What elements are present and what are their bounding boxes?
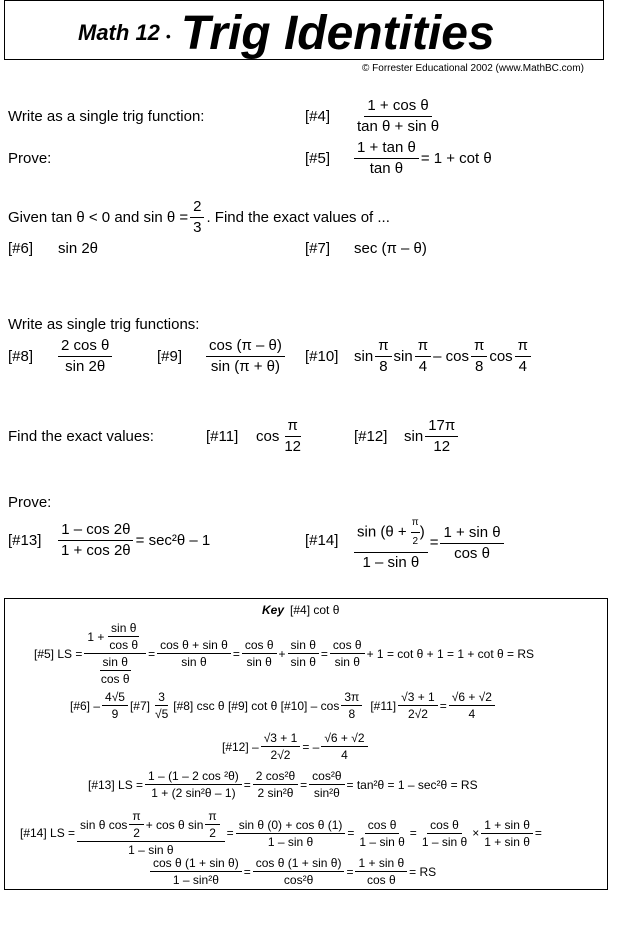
q8-expression	[56, 337, 114, 376]
q10-expression	[354, 337, 533, 376]
a14-eq3: =	[409, 826, 417, 840]
a5-plus: +	[278, 646, 286, 661]
q14-lhs-n-a: sin (θ +	[357, 523, 407, 541]
a5-top-cos: cos θ	[109, 638, 139, 652]
a13-f3n: cos²θ	[309, 769, 344, 785]
q12-denominator: 12	[433, 438, 451, 455]
a5-eq1: =	[148, 646, 156, 661]
q9-expression	[204, 337, 287, 376]
a14-eq2: =	[347, 826, 355, 840]
q14-lhs-pi: π	[411, 514, 420, 533]
q12-fn: sin	[404, 427, 424, 445]
q5-rhs: = 1 + cot θ	[420, 149, 492, 167]
a6-num: 4√5	[102, 690, 128, 706]
q10-pi-b: π	[415, 337, 431, 357]
a5-complex-numerator	[84, 621, 146, 654]
q13-rhs: = sec²θ – 1	[135, 531, 211, 549]
q4-instruction: Write as a single trig function:	[8, 108, 205, 125]
q12-expression	[404, 417, 460, 456]
a11-num: √3 + 1	[398, 690, 438, 706]
q10-pi-c: π	[471, 337, 487, 357]
copyright: © Forrester Educational 2002 (www.MathBC.com)	[362, 63, 584, 74]
a11-label: [#11]	[370, 698, 397, 713]
a13-f1n: 1 – (1 – 2 cos ²θ)	[145, 769, 242, 785]
given-frac-denominator: 3	[193, 219, 202, 236]
a6-den: 9	[111, 707, 119, 721]
q10-d4-b: 4	[518, 358, 527, 375]
q6-expression: sin 2θ	[58, 240, 99, 257]
a5-f5d: sin θ	[334, 655, 360, 669]
prove2-instruction: Prove:	[8, 494, 52, 511]
a6-label: [#6] –	[70, 698, 101, 713]
q9-numerator: cos (π – θ)	[206, 337, 285, 357]
given-statement	[8, 198, 390, 237]
a5-bot-cos: cos θ	[100, 672, 130, 686]
q13-numerator: 1 – cos 2θ	[58, 521, 133, 541]
a14-f1-numerator	[77, 809, 225, 842]
a5-f4d: sin θ	[290, 655, 316, 669]
a5-f5n: cos θ	[330, 638, 365, 654]
a5-f4n: sin θ	[288, 638, 319, 654]
given-text: Given tan θ < 0 and sin θ =	[8, 208, 189, 226]
a11-den2: 4	[468, 707, 476, 721]
key-label: Key	[262, 603, 285, 617]
q8-numerator: 2 cos θ	[58, 337, 112, 357]
a14-f1n-b: + cos θ sin	[145, 817, 204, 832]
a14-f1d: 1 – sin θ	[128, 843, 174, 857]
a13-f2d: 2 sin²θ	[257, 786, 294, 800]
q10-pi-d: π	[515, 337, 531, 357]
q7-expression: sec (π – θ)	[354, 240, 427, 257]
a14-two-a: 2	[133, 826, 140, 840]
a14-f5d: 1 + sin θ	[484, 834, 530, 849]
q11-fn: cos	[256, 427, 280, 445]
a7-label: [#7]	[129, 698, 150, 713]
a11-den: 2√2	[407, 707, 428, 721]
a14-f1n-a: sin θ cos	[80, 817, 128, 832]
bullet-icon: •	[165, 28, 171, 44]
q10-d8-b: 8	[474, 358, 484, 375]
q10-cos: cos	[489, 347, 513, 365]
given-frac-numerator: 2	[190, 198, 204, 218]
a12-label: [#12] –	[222, 739, 259, 754]
key-a14-line1	[20, 809, 542, 857]
key-a13	[88, 769, 478, 800]
a14-g1d: 1 – sin²θ	[172, 873, 219, 887]
a12-num2: √6 + √2	[321, 731, 367, 747]
key-a5	[34, 621, 534, 686]
q10-minus-cos: – cos	[433, 347, 469, 365]
q10-number: [#10]	[305, 348, 339, 365]
q10-pi-a: π	[375, 337, 391, 357]
a14-pi-b: π	[205, 809, 219, 825]
q4-number: [#4]	[305, 108, 331, 125]
a14-label: [#14] LS =	[20, 826, 76, 840]
q10-d4-a: 4	[418, 358, 428, 375]
q14-rhs-denominator: cos θ	[454, 544, 490, 562]
a14-eq6: =	[346, 864, 354, 879]
a14-g3d: cos θ	[366, 873, 396, 887]
q14-expression	[352, 514, 506, 572]
given-tail: . Find the exact values of ...	[206, 208, 390, 226]
a14-eq4: =	[534, 826, 542, 840]
q10-sin-b: sin	[393, 347, 413, 365]
a13-label: [#13] LS =	[88, 777, 144, 792]
q11-numerator: π	[285, 417, 301, 437]
course-label: Math 12	[78, 20, 160, 45]
a13-eq2: =	[300, 777, 308, 792]
q13-denominator: 1 + cos 2θ	[61, 542, 131, 559]
a12-num: √3 + 1	[261, 731, 301, 747]
q12-number: [#12]	[354, 428, 388, 445]
q13-number: [#13]	[8, 532, 42, 549]
exact-instruction: Find the exact values:	[8, 428, 154, 445]
q14-equals: =	[429, 534, 439, 551]
a5-top1: 1 +	[87, 629, 105, 644]
q11-denominator: 12	[284, 438, 302, 455]
a12-eq: = –	[302, 739, 320, 754]
a14-pi-a: π	[129, 809, 143, 825]
q7-number: [#7]	[305, 240, 331, 257]
a13-f1d: 1 + (2 sin²θ – 1)	[151, 786, 236, 800]
q8-denominator: sin 2θ	[65, 358, 106, 375]
q9-number: [#9]	[157, 348, 183, 365]
a12-den: 2√2	[270, 748, 291, 762]
a14-f2n: sin θ (0) + cos θ (1)	[236, 818, 346, 834]
a5-f2d: sin θ	[181, 655, 207, 669]
a14-f5n: 1 + sin θ	[481, 818, 533, 834]
key-a14-line2	[148, 856, 436, 887]
a14-times: ×	[472, 826, 480, 840]
q4-numerator: 1 + cos θ	[364, 97, 431, 117]
a8-a10-label: [#8] csc θ [#9] cot θ [#10] – cos	[173, 698, 340, 713]
a13-f3d: sin²θ	[313, 786, 340, 800]
q12-numerator: 17π	[425, 417, 458, 437]
a13-tail: = tan²θ = 1 – sec²θ = RS	[346, 777, 478, 792]
q11-number: [#11]	[206, 428, 239, 445]
a14-eq5: =	[243, 864, 251, 879]
q9-denominator: sin (π + θ)	[210, 358, 280, 375]
q14-lhs-n-b: )	[419, 523, 425, 541]
q14-lhs-2: 2	[412, 536, 419, 547]
a5-eq2: =	[232, 646, 240, 661]
a14-f4d: 1 – sin θ	[421, 834, 468, 849]
key-a6-a11	[70, 690, 497, 721]
a14-g1n: cos θ (1 + sin θ)	[150, 856, 242, 872]
q13-expression	[56, 521, 210, 560]
a5-bot-sin: sin θ	[100, 655, 131, 671]
q10-d8-a: 8	[379, 358, 388, 375]
q5-denominator: tan θ	[369, 160, 404, 177]
a14-g3n: 1 + sin θ	[355, 856, 407, 872]
a5-f2n: cos θ + sin θ	[157, 638, 231, 654]
q5-expression	[352, 139, 492, 178]
q4-denominator: tan θ + sin θ	[357, 118, 440, 135]
a14-f4n: cos θ	[427, 818, 462, 834]
a5-eq3: =	[320, 646, 328, 661]
q14-rhs-numerator: 1 + sin θ	[440, 524, 503, 544]
a14-f3n: cos θ	[365, 818, 400, 834]
a11-eq: =	[439, 698, 447, 713]
q14-lhs-denominator: 1 – sin θ	[362, 554, 420, 571]
a14-g2n: cos θ (1 + sin θ)	[253, 856, 345, 872]
q11-expression	[256, 417, 306, 456]
a14-tail: = RS	[409, 864, 437, 879]
a14-f2d: 1 – sin θ	[267, 834, 314, 849]
a13-f2n: 2 cos²θ	[253, 769, 298, 785]
q14-lhs-numerator	[354, 514, 428, 553]
a14-g2d: cos²θ	[283, 873, 314, 887]
a11-num2: √6 + √2	[449, 690, 495, 706]
a13-eq1: =	[243, 777, 251, 792]
a10-num: 3π	[341, 690, 362, 706]
a5-tail: + 1 = cot θ + 1 = 1 + cot θ = RS	[366, 646, 535, 661]
q14-number: [#14]	[305, 532, 339, 549]
a5-f3d: sin θ	[246, 655, 272, 669]
a5-lead: [#5] LS =	[34, 646, 83, 661]
a7-den: √5	[154, 707, 169, 721]
a14-f3d: 1 – sin θ	[359, 834, 405, 849]
q5-instruction: Prove:	[8, 150, 52, 167]
page-title	[78, 6, 495, 60]
key-a4: [#4] cot θ	[290, 603, 340, 617]
a10-den: 8	[348, 707, 356, 721]
key-a12	[222, 731, 370, 762]
a14-eq1: =	[226, 826, 234, 840]
q10-sin-a: sin	[354, 347, 374, 365]
q5-number: [#5]	[305, 150, 331, 167]
title-text: Trig Identities	[180, 6, 495, 60]
a5-f3n: cos θ	[242, 638, 277, 654]
single-instruction: Write as single trig functions:	[8, 316, 200, 333]
a12-den2: 4	[341, 748, 348, 762]
q5-numerator: 1 + tan θ	[354, 139, 419, 159]
a7-num: 3	[155, 690, 168, 706]
a14-two-b: 2	[209, 826, 216, 840]
key-header	[262, 603, 339, 617]
q8-number: [#8]	[8, 348, 34, 365]
q6-number: [#6]	[8, 240, 34, 257]
q4-expression	[352, 97, 444, 136]
a5-top-sin: sin θ	[108, 621, 139, 637]
